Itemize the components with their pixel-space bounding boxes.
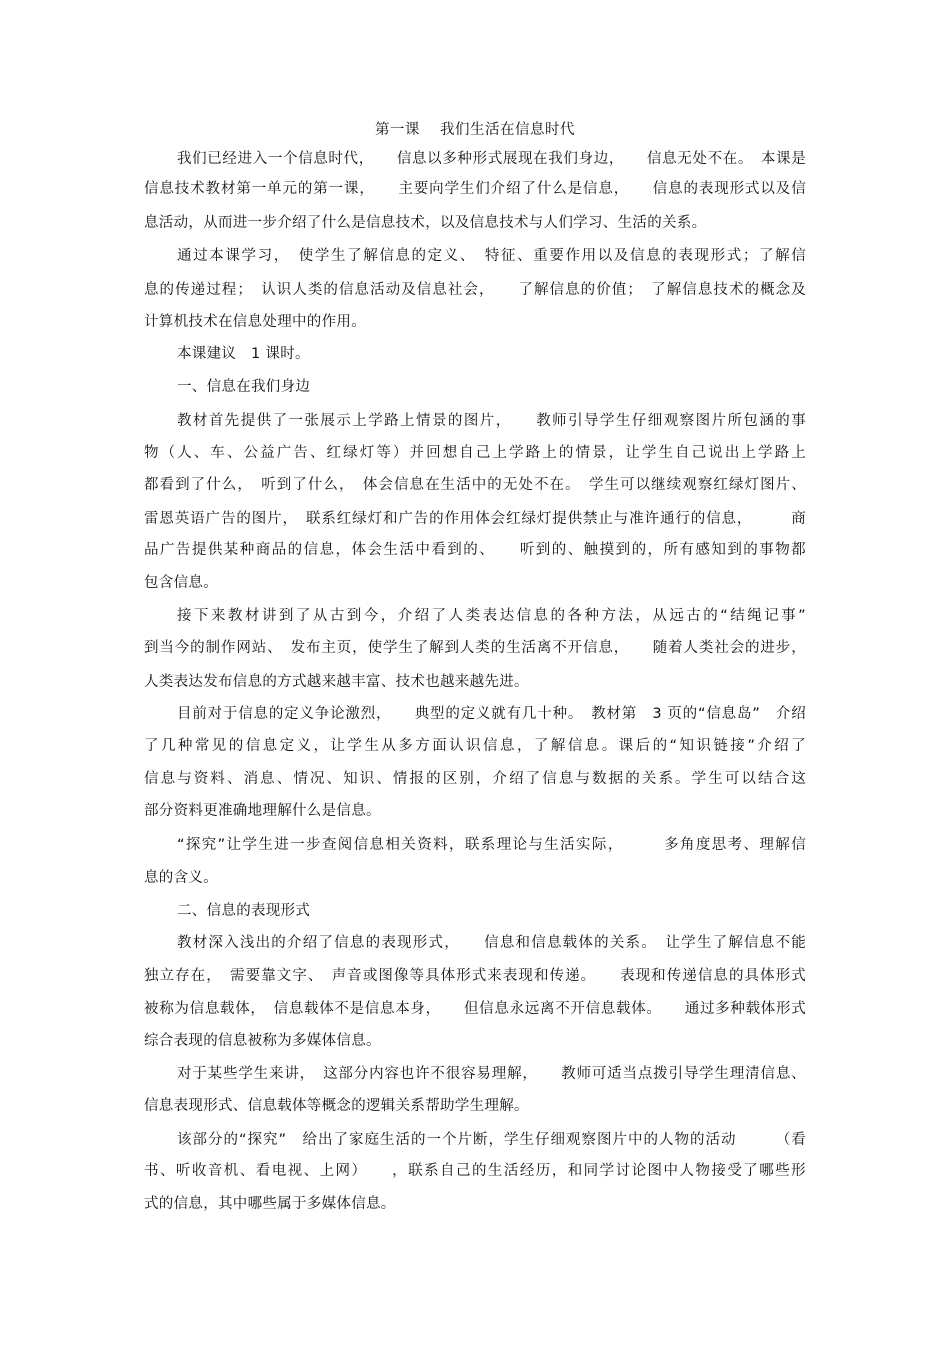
- text-line: 信息技术教材第一单元的第一课， 主要向学生们介绍了什么是信息， 信息的表现形式以及信: [144, 181, 806, 197]
- text-line: 一、信息在我们身边: [177, 379, 311, 395]
- text-line: 息的含义。: [144, 870, 218, 886]
- text-line: 接下来教材讲到了从古到今，介绍了人类表达信息的各种方法，从远古的“结绳记事”: [177, 608, 806, 624]
- text-line: 信息表现形式、信息载体等概念的逻辑关系帮助学生理解。: [144, 1098, 529, 1114]
- text-line: 人类表达发布信息的方式越来越丰富、技术也越来越先进。: [144, 674, 529, 690]
- text-line: 该部分的“探究” 给出了家庭生活的一个片断，学生仔细观察图片中的人物的活动 （看: [177, 1132, 806, 1148]
- text-line: 被称为信息载体， 信息载体不是信息本身， 但信息永远离不开信息载体。 通过多种载体形式: [144, 1001, 806, 1017]
- text-line: 信息与资料、消息、情况、知识、情报的区别，介绍了信息与数据的关系。学生可以结合这: [144, 771, 806, 787]
- text-line: 息的传递过程； 认识人类的信息活动及信息社会， 了解信息的价值； 了解信息技术的概念及: [144, 282, 806, 298]
- text-line: 物（人、车、公益广告、红绿灯等）并回想自己上学路上的情景，让学生自己说出上学路上: [144, 445, 806, 461]
- text-line: 通过本课学习， 使学生了解信息的定义、 特征、重要作用以及信息的表现形式；了解信: [177, 248, 806, 264]
- text-line: 书、听收音机、看电视、上网） ，联系自己的生活经历，和同学讨论图中人物接受了哪些形: [144, 1163, 806, 1179]
- text-line: 计算机技术在信息处理中的作用。: [144, 314, 366, 330]
- text-line: 对于某些学生来讲， 这部分内容也许不很容易理解， 教师可适当点拨引导学生理清信息、: [177, 1066, 806, 1082]
- text-line: 品广告提供某种商品的信息，体会生活中看到的、 听到的、触摸到的，所有感知到的事物都: [144, 542, 806, 558]
- text-line: 了几种常见的信息定义，让学生从多方面认识信息，了解信息。课后的“知识链接”介绍了: [144, 738, 806, 754]
- text-line: 本课建议 1 课时。: [177, 346, 310, 362]
- text-line: 雷恩英语广告的图片， 联系红绿灯和广告的作用体会红绿灯提供禁止与准许通行的信息， 商: [144, 511, 806, 527]
- text-line: 包含信息。: [144, 575, 218, 591]
- text-line: 教材深入浅出的介绍了信息的表现形式， 信息和信息载体的关系。 让学生了解信息不能: [177, 935, 806, 951]
- text-line: 部分资料更准确地理解什么是信息。: [144, 803, 381, 819]
- text-line: 二、信息的表现形式: [177, 903, 311, 919]
- text-line: 教材首先提供了一张展示上学路上情景的图片， 教师引导学生仔细观察图片所包涵的事: [177, 413, 806, 429]
- text-line: 到当今的制作网站、 发布主页，使学生了解到人类的生活离不开信息， 随着人类社会的进步，: [144, 640, 806, 656]
- text-line: “探究”让学生进一步查阅信息相关资料，联系理论与生活实际， 多角度思考、理解信: [177, 837, 806, 853]
- text-line: 式的信息，其中哪些属于多媒体信息。: [144, 1196, 396, 1212]
- text-line: 综合表现的信息被称为多媒体信息。: [144, 1033, 381, 1049]
- text-line: 目前对于信息的定义争论激烈， 典型的定义就有几十种。 教材第 3 页的“信息岛” 介绍: [177, 706, 806, 722]
- text-line: 独立存在， 需要靠文字、 声音或图像等具体形式来表现和传递。 表现和传递信息的具体形式: [144, 968, 806, 984]
- text-line: 息活动，从而进一步介绍了什么是信息技术，以及信息技术与人们学习、生活的关系。: [144, 215, 707, 231]
- text-line: 我们已经进入一个信息时代， 信息以多种形式展现在我们身边， 信息无处不在。 本课是: [177, 151, 806, 167]
- lesson-title: 第一课 我们生活在信息时代: [374, 122, 576, 138]
- text-line: 都看到了什么， 听到了什么， 体会信息在生活中的无处不在。 学生可以继续观察红绿灯图片、: [144, 477, 806, 493]
